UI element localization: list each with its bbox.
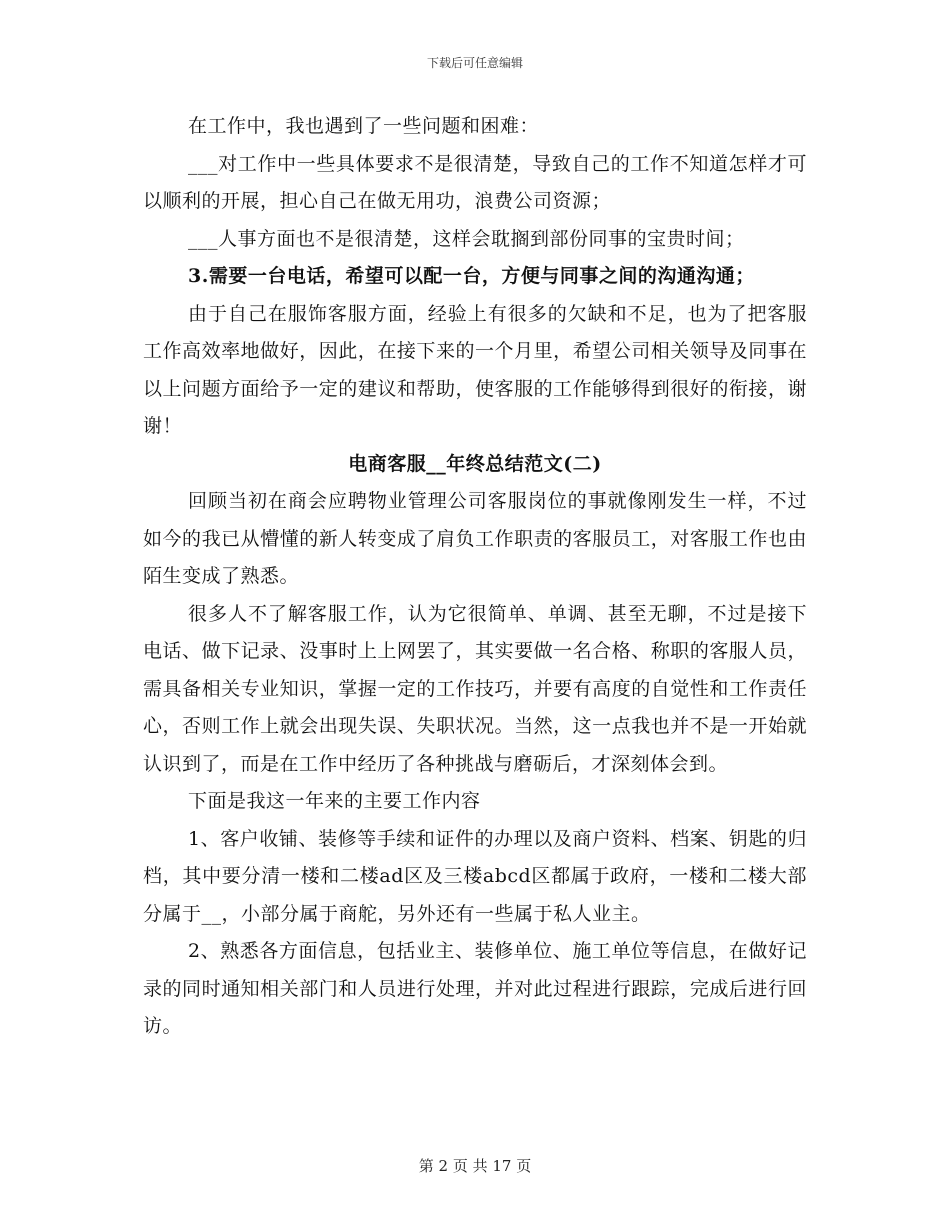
paragraph-review: 回顾当初在商会应聘物业管理公司客服岗位的事就像刚发生一样，不过如今的我已从懵懂的新人转变成了肩负工作职责的客服员工，对客服工作也由陌生变成了熟悉。 xyxy=(143,490,807,587)
paragraph-misconception: 很多人不了解客服工作，认为它很简单、单调、甚至无聊，不过是接下电话、做下记录、没事时上上网罢了，其实要做一名合格、称职的客服人员，需具备相关专业知识，掌握一定的工作技巧，并要有高度的自觉性和工作责任心，否则工作上就会出现失误、失职状况。当然，这一点我也并不是一开始就认识到了，而是在工作中经历了各种挑战与磨砺后，才深刻体会到。 xyxy=(143,602,807,775)
document-body xyxy=(143,108,807,1046)
section-title: 电商客服__年终总结范文(二) xyxy=(348,452,602,475)
paragraph-work-item-1: 1、客户收铺、装修等手续和证件的办理以及商户资料、档案、钥匙的归档，其中要分清一楼和二楼ad区及三楼abcd区都属于政府，一楼和二楼大部分属于__，小部分属于商舵，另外还有一些属于私人业主。 xyxy=(143,827,807,925)
paragraph-problems-intro: 在工作中，我也遇到了一些问题和困难： xyxy=(188,115,540,137)
paragraph-problem-1: ___对工作中一些具体要求不是很清楚，导致自己的工作不知道怎样才可以顺利的开展，担心自己在做无用功，浪费公司资源； xyxy=(143,152,807,212)
paragraph-work-item-2: 2、熟悉各方面信息，包括业主、装修单位、施工单位等信息，在做好记录的同时通知相关部门和人员进行处理，并对此过程进行跟踪，完成后进行回访。 xyxy=(143,940,807,1037)
paragraph-problem-3: 3.需要一台电话，希望可以配一台，方便与同事之间的沟通沟通； xyxy=(188,265,755,287)
page-header-note: 下载后可任意编辑 xyxy=(426,56,523,70)
paragraph-conclusion: 由于自己在服饰客服方面，经验上有很多的欠缺和不足，也为了把客服工作高效率地做好，因此，在接下来的一个月里，希望公司相关领导及同事在以上问题方面给予一定的建议和帮助，使客服的工作能够得到很好的衔接，谢谢！ xyxy=(143,302,807,437)
page-number: 第 2 页 共 17 页 xyxy=(418,1157,532,1175)
paragraph-problem-2: ___人事方面也不是很清楚，这样会耽搁到部份同事的宝贵时间； xyxy=(188,227,745,250)
paragraph-work-intro: 下面是我这一年来的主要工作内容 xyxy=(188,790,481,812)
